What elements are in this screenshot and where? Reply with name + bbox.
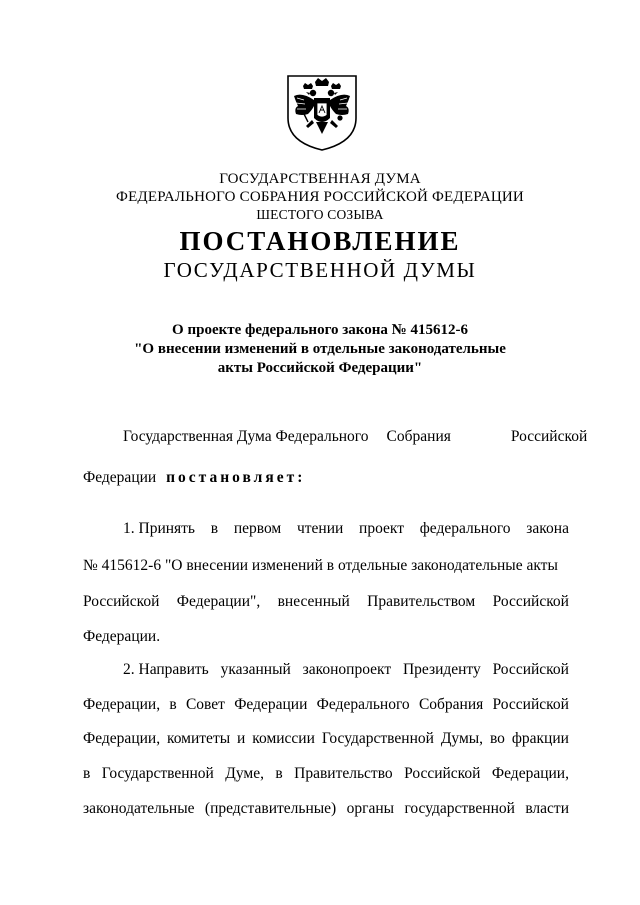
- word: Думы,: [440, 730, 484, 747]
- point2-line-1: [123, 660, 569, 680]
- point1-text: № 415612-6 "О внесении изменений в отдельные законодательные акты: [83, 557, 558, 574]
- header-line-convocation: ШЕСТОГО СОЗЫВА: [256, 207, 384, 222]
- word: во: [489, 730, 505, 747]
- word: Российской: [83, 593, 160, 610]
- word: 2. Направить: [123, 661, 209, 678]
- word: Российской: [510, 428, 588, 445]
- word: фракции: [511, 730, 569, 747]
- word: внесенный: [277, 593, 350, 610]
- word: в: [83, 765, 91, 782]
- resolves-keyword: постановляет:: [166, 469, 306, 486]
- word: Президенту: [402, 661, 481, 678]
- issuer-header: [0, 170, 640, 224]
- word: Федерации: [234, 696, 308, 713]
- word: Правительство: [294, 765, 393, 782]
- subject-line-1: О проекте федерального закона № 415612-6: [172, 322, 468, 338]
- word: комиссии: [252, 730, 315, 747]
- point1-text-end: Федерации.: [83, 628, 161, 645]
- word: Собрания: [418, 696, 484, 713]
- word: Российской: [492, 661, 569, 678]
- word: чтении: [296, 520, 344, 537]
- document-subject: [0, 321, 640, 378]
- word: Федерального: [316, 696, 410, 713]
- point2-line-2: [83, 695, 569, 715]
- header-line-assembly: ФЕДЕРАЛЬНОГО СОБРАНИЯ РОССИЙСКОЙ ФЕДЕРАЦИИ: [116, 189, 524, 205]
- point1-line-3: [83, 592, 569, 612]
- word: Российской: [492, 696, 569, 713]
- word: Совет: [185, 696, 225, 713]
- word: Федерации,: [83, 730, 161, 747]
- document-title: ПОСТАНОВЛЕНИЕ: [179, 226, 461, 256]
- point2-line-5: [83, 799, 569, 819]
- coat-of-arms-emblem: [284, 70, 360, 152]
- preamble-text: Федерации: [83, 469, 157, 486]
- point2-line-4: [83, 764, 569, 784]
- word: 1. Принять: [123, 520, 196, 537]
- word: первом: [233, 520, 282, 537]
- point1-line-4: [83, 627, 569, 647]
- point1-line-2: [83, 556, 569, 576]
- word: комитеты: [166, 730, 231, 747]
- word: указанный: [220, 661, 291, 678]
- word: проект: [359, 520, 404, 537]
- point1-line-1: [123, 519, 569, 539]
- word: (представительные): [204, 800, 337, 817]
- word: государственной: [404, 800, 515, 817]
- word: Собрания: [386, 428, 451, 445]
- word: законодательные: [83, 800, 195, 817]
- document-subtitle: ГОСУДАРСТВЕННОЙ ДУМЫ: [163, 258, 477, 282]
- word: Федерации,: [491, 765, 569, 782]
- word: Российской: [404, 765, 481, 782]
- preamble-line-1: [123, 427, 588, 447]
- word: Федерации,: [83, 696, 161, 713]
- preamble-line-2: [83, 468, 569, 488]
- subject-line-2: "О внесении изменений в отдельные законодательные: [134, 341, 506, 357]
- word: в: [275, 765, 283, 782]
- word: Государственной: [321, 730, 434, 747]
- word: Государственная Дума Федерального: [123, 428, 369, 445]
- word: органы: [346, 800, 395, 817]
- word: в: [169, 696, 177, 713]
- word: в: [210, 520, 219, 537]
- word: и: [237, 730, 246, 747]
- word: власти: [525, 800, 569, 817]
- word: федерального: [419, 520, 511, 537]
- word: Российской: [492, 593, 569, 610]
- header-line-duma: ГОСУДАРСТВЕННАЯ ДУМА: [219, 171, 421, 187]
- word: Государственной: [101, 765, 214, 782]
- subject-line-3: акты Российской Федерации": [217, 360, 423, 376]
- point2-line-3: [83, 729, 569, 749]
- word: закона: [526, 520, 569, 537]
- word: Правительством: [367, 593, 476, 610]
- word: Федерации",: [176, 593, 261, 610]
- word: законопроект: [302, 661, 392, 678]
- word: Думе,: [225, 765, 264, 782]
